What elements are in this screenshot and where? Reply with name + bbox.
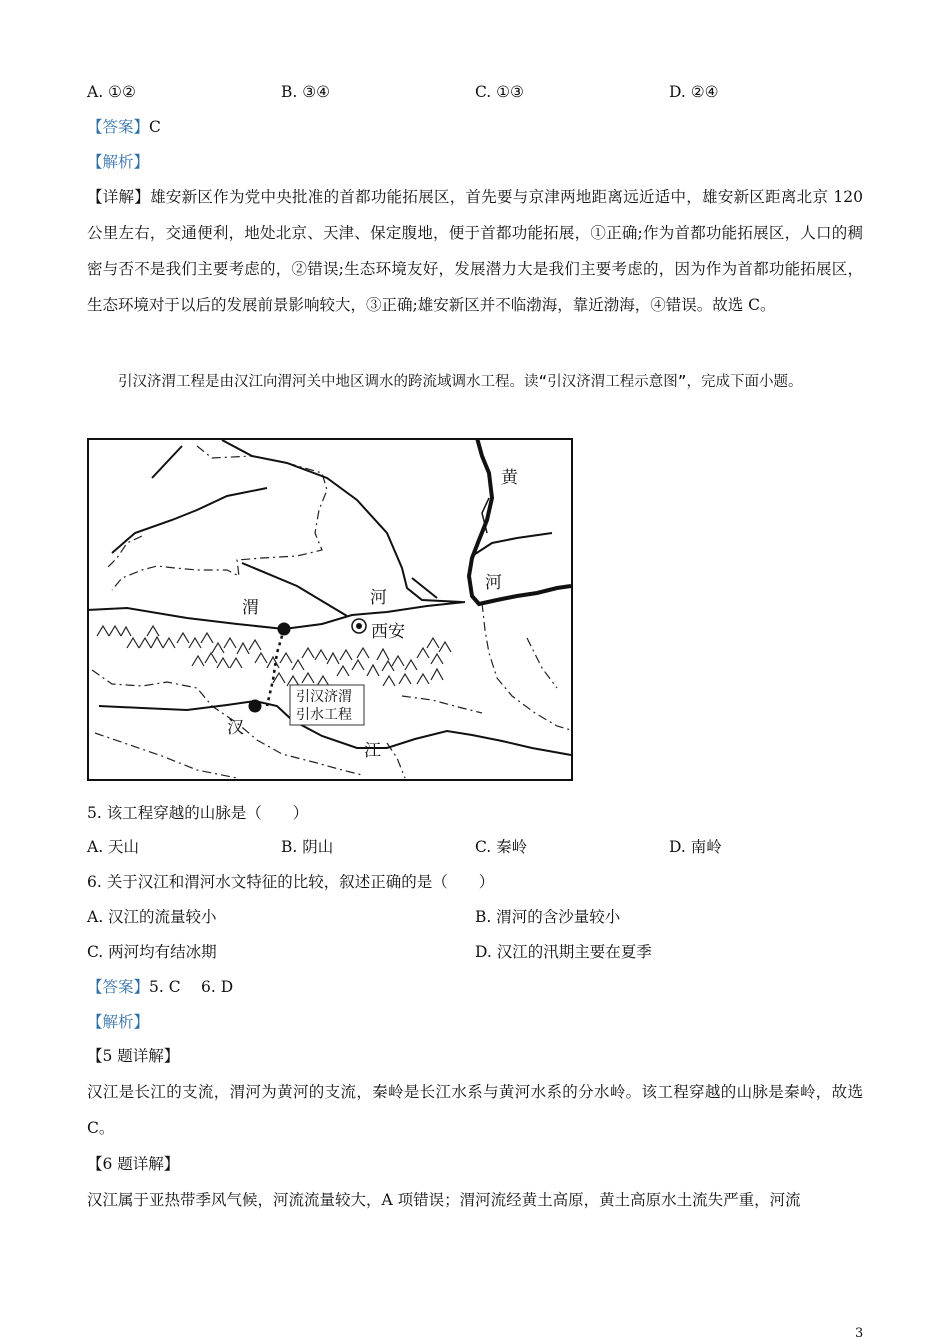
detail6-text: 汉江属于亚热带季风气候，河流流量较大，A 项错误；渭河流经黄土高原，黄土高原水土流失严重，河流 — [87, 1191, 801, 1209]
analysis-tag-2: 【解析】 — [87, 1013, 150, 1031]
detail-text: 雄安新区作为党中央批准的首都功能拓展区，首先要与京津两地距离远近适中，雄安新区距离北京 120 公里左右，交通便利，地处北京、天津、保定腹地，便于首都功能拓展，①正确;作为首都功能拓展区，人口的稠密与否不是我们主要考虑的，②错误;生态环境友好，发展潜力大是我们主要考虑的，因为作为首都功能拓展区，生态环境对于以后的发展前景影响较大，③正确;雄安新区并不临渤海，靠近渤海，④错误。故选 C。 — [87, 188, 863, 314]
q6-option-a: A. 汉江的流量较小 — [87, 908, 217, 926]
detail-paragraph-1 — [87, 179, 863, 323]
answer-line-1 — [87, 116, 161, 138]
answer-tag: 【答案】 — [87, 118, 150, 136]
q4-option-d: D. ②④ — [669, 83, 719, 101]
yin-han-ji-wei-map — [87, 438, 573, 781]
label-wei: 渭 — [242, 598, 259, 618]
intake-point-wei — [278, 623, 291, 636]
detail-tag: 【详解】 — [87, 188, 151, 206]
answer-tag-2: 【答案】 — [87, 978, 150, 996]
label-project-line2: 引水工程 — [296, 707, 352, 723]
answer-line-2 — [87, 976, 233, 998]
q6-option-d: D. 汉江的汛期主要在夏季 — [475, 943, 652, 961]
q6-option-b: B. 渭河的含沙量较小 — [475, 908, 621, 926]
q4-option-a: A. ①② — [87, 83, 136, 101]
answer-value: C — [149, 118, 161, 136]
q6-stem: 6. 关于汉江和渭河水文特征的比较，叙述正确的是（ ） — [87, 873, 495, 891]
q6-option-c: C. 两河均有结冰期 — [87, 943, 217, 961]
page-number: 3 — [855, 1326, 864, 1341]
q5-option-c: C. 秦岭 — [475, 838, 528, 856]
analysis-tag-1: 【解析】 — [87, 153, 150, 171]
answer-value-2: 5. C 6. D — [149, 978, 234, 996]
q5-stem: 5. 该工程穿越的山脉是（ ） — [87, 804, 309, 822]
intro-paragraph: 引汉济渭工程是由汉江向渭河关中地区调水的跨流域调水工程。读“引汉济渭工程示意图”，完成下面小题。 — [118, 374, 803, 390]
label-he-huang: 河 — [485, 573, 502, 593]
map-frame — [88, 439, 572, 780]
label-han: 汉 — [227, 718, 244, 738]
label-he-wei: 河 — [370, 588, 387, 608]
q5-option-b: B. 阴山 — [281, 838, 334, 856]
label-xian: 西安 — [371, 622, 405, 642]
q5-option-d: D. 南岭 — [669, 838, 722, 856]
detail6-tag: 【6 题详解】 — [87, 1155, 180, 1173]
city-icon — [352, 619, 366, 633]
q4-option-c: C. ①③ — [475, 83, 524, 101]
detail5-text: 汉江是长江的支流，渭河为黄河的支流，秦岭是长江水系与黄河水系的分水岭。该工程穿越的山脉是秦岭，故选 C。 — [87, 1083, 863, 1137]
label-project-line1: 引汉济渭 — [296, 689, 352, 705]
q5-option-a: A. 天山 — [87, 838, 140, 856]
intake-point-han — [249, 700, 262, 713]
label-jiang: 江 — [364, 741, 381, 761]
detail5-tag: 【5 题详解】 — [87, 1047, 180, 1065]
q4-option-b: B. ③④ — [281, 83, 331, 101]
label-huang: 黄 — [501, 468, 518, 488]
